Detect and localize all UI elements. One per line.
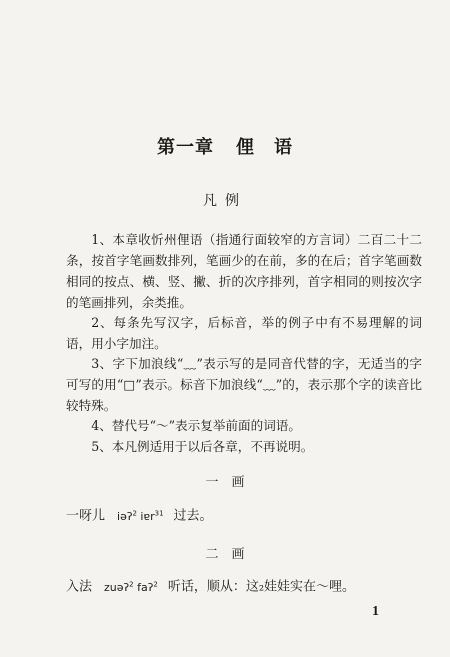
chapter-number: 第一章 (157, 137, 214, 158)
tone-mark: 31 (154, 509, 164, 517)
dictionary-entry (66, 503, 426, 527)
section-title: 凡例 (203, 193, 247, 209)
entry-definition: 过去。 (173, 508, 213, 524)
ipa-syllable: faʔ (133, 580, 154, 594)
ipa-syllable: iɐr (136, 509, 155, 523)
rule-paragraph-5: 5、本凡例适用于以后各章，不再说明。 (91, 439, 314, 454)
rule-paragraph-3: 3、字下加浪线“﹏”表示写的是同音代替的字，无适当的字可写的用“□”表示。标音下加浪线“﹏”的，表示那个字的读音比较特殊。 (66, 356, 422, 413)
tone-mark: 2 (132, 509, 137, 517)
chapter-title (0, 133, 450, 159)
rule-paragraph-4: 4、替代号“～”表示复举前面的词语。 (91, 418, 301, 433)
entry-definition: 听话，顺从：这₂娃娃实在～哩。 (167, 579, 356, 595)
rule-paragraph-1: 1、本章收忻州俚语（指通行面较窄的方言词）二百二十二条，按首字笔画数排列，笔画少的在前，多的在后；首字笔画数相同的按点、横、竖、撇、折的次序排列，首字相同的则按次字的笔画排列，余类推。 (66, 232, 422, 310)
stroke-heading-one: 一 画 (205, 475, 245, 490)
dictionary-entry (66, 574, 426, 598)
tone-mark: 2 (153, 580, 158, 588)
entry-term: 一呀儿 (66, 508, 106, 524)
tone-mark: 2 (129, 580, 134, 588)
rule-paragraph-2: 2、每条先写汉字，后标音，举的例子中有不易理解的词语，用小字加注。 (66, 315, 422, 351)
chapter-name: 俚 语 (236, 137, 293, 158)
entry-term: 入法 (66, 579, 93, 595)
page-number: 1 (372, 604, 379, 619)
entry-pronunciation (117, 510, 164, 523)
entry-pronunciation (104, 581, 158, 594)
ipa-syllable: zuəʔ (104, 580, 130, 594)
ipa-syllable: iəʔ (117, 509, 133, 523)
stroke-heading-two: 二 画 (205, 547, 245, 562)
